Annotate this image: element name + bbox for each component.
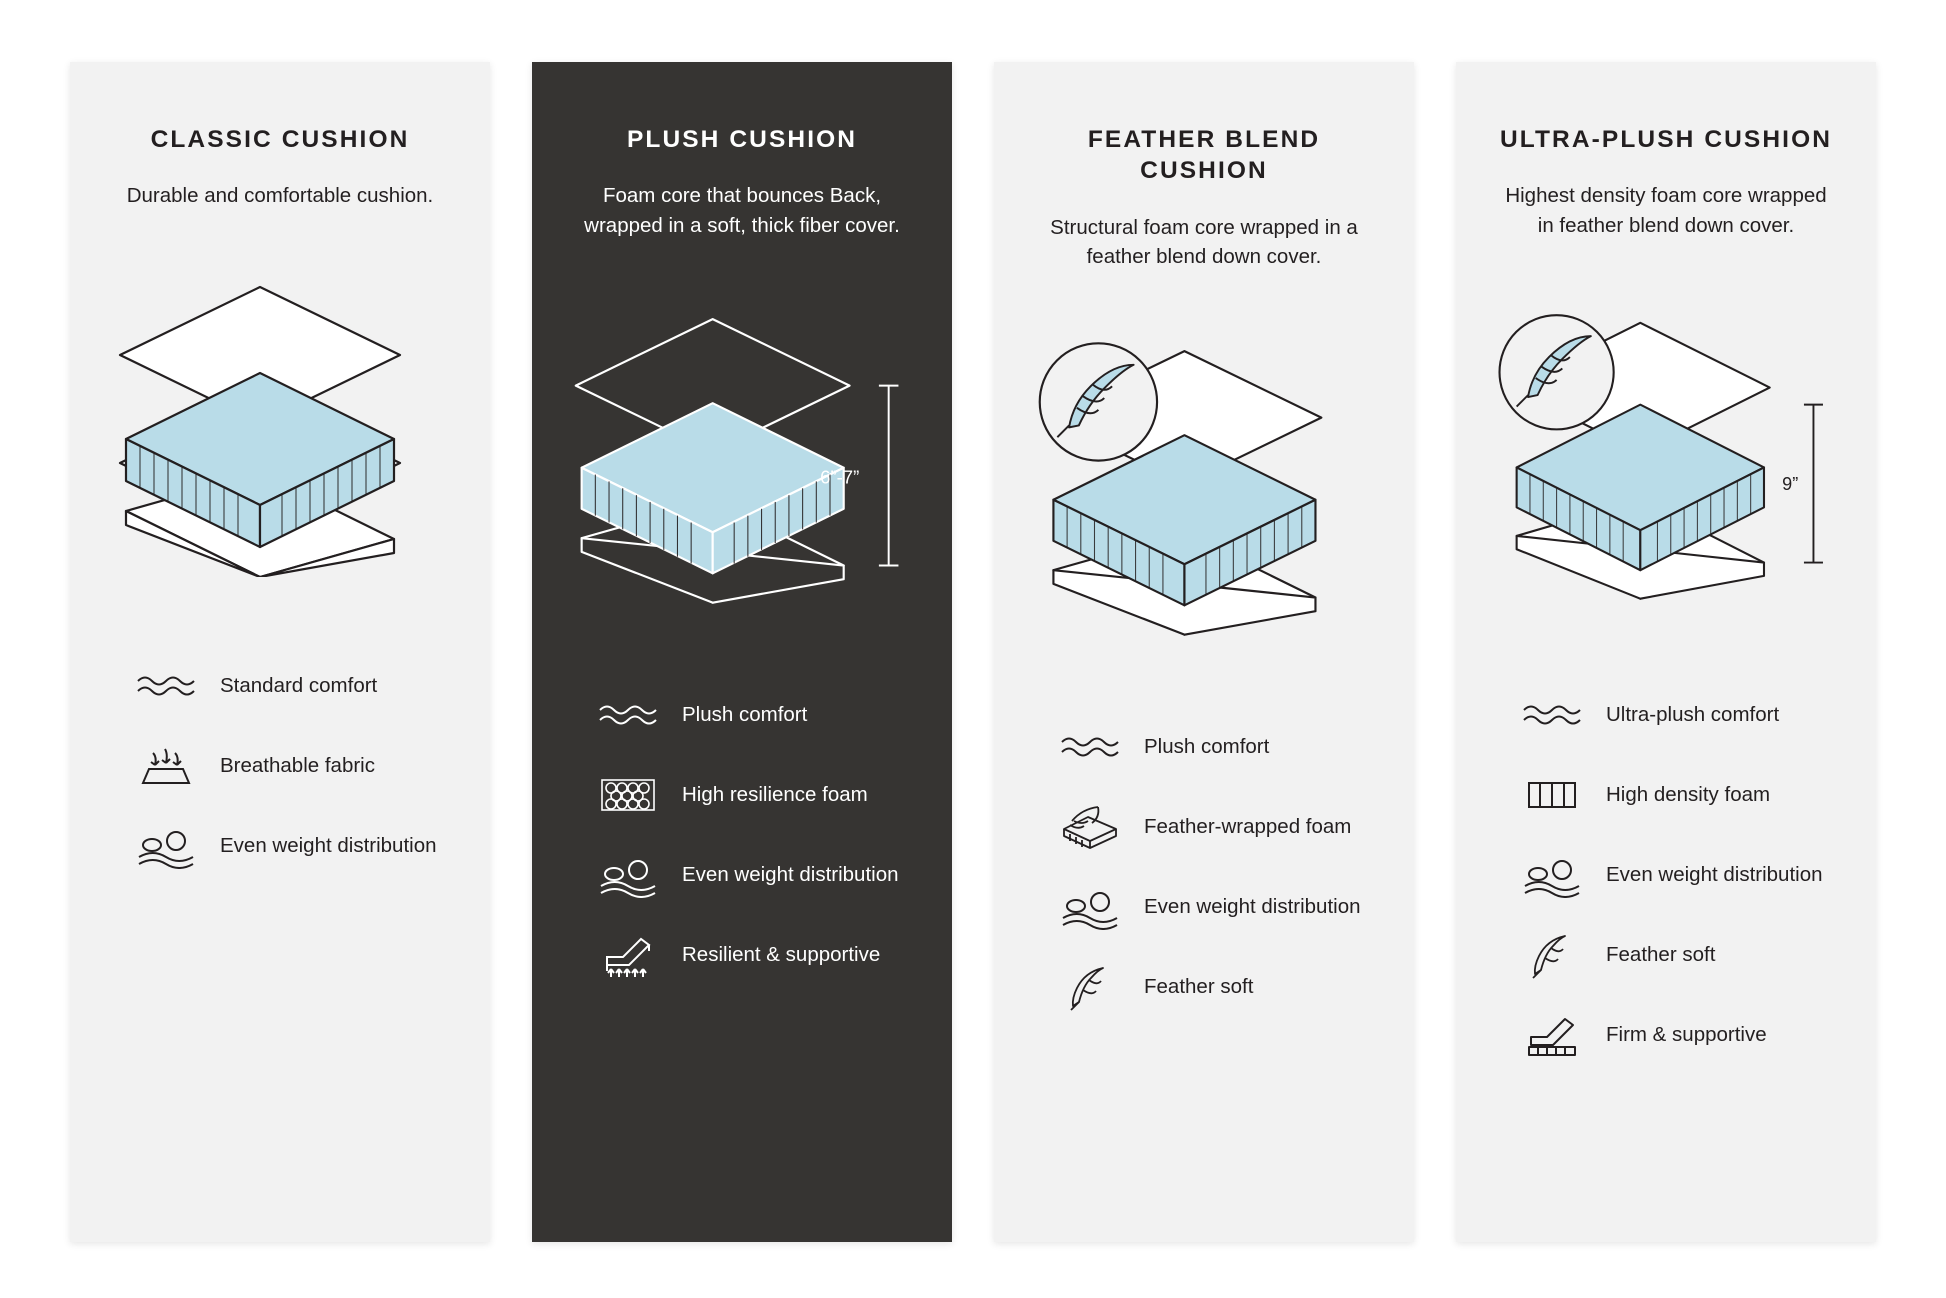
page-title: FEATHER BLEND CUSHION (1087, 126, 1321, 185)
list-item (132, 739, 456, 793)
feature-list (1028, 720, 1380, 1014)
card-ultra-plush-cushion (1456, 62, 1876, 1242)
dimension-label: 6”-7” (820, 466, 860, 488)
even-weight-icon (594, 848, 662, 902)
feature-label: Resilient & supportive (682, 943, 881, 967)
feather-badge-icon (1040, 343, 1157, 460)
list-item (1518, 688, 1842, 742)
cushion-diagram-classic (104, 247, 456, 607)
list-item (594, 848, 918, 902)
feature-label: Even weight distribution (682, 863, 899, 887)
feather-badge-icon (1500, 316, 1614, 430)
even-weight-icon (1056, 880, 1124, 934)
list-item (1056, 800, 1380, 854)
high-density-foam-icon (1518, 768, 1586, 822)
feature-label: Firm & supportive (1606, 1023, 1767, 1047)
wave-icon (594, 688, 662, 742)
even-weight-icon (132, 819, 200, 873)
card-description: Durable and comfortable cushion. (126, 184, 434, 208)
feature-label: High resilience foam (682, 783, 868, 807)
feature-label: Feather soft (1606, 943, 1716, 967)
feature-label: Breathable fabric (220, 753, 375, 777)
feature-label: Even weight distribution (1606, 863, 1823, 887)
feature-label: Even weight distribution (220, 833, 437, 857)
list-item (1056, 720, 1380, 774)
honeycomb-foam-icon (594, 768, 662, 822)
cushion-diagram-plush (566, 276, 918, 636)
list-item (1518, 928, 1842, 982)
exploded-cushion-illustration (110, 277, 450, 577)
feature-label: Feather-wrapped foam (1144, 814, 1352, 838)
page-title: CLASSIC CUSHION (150, 126, 410, 153)
wave-icon (132, 659, 200, 713)
dimension-label: 9” (1782, 474, 1799, 495)
feature-label: Plush comfort (682, 703, 808, 727)
wave-icon (1056, 720, 1124, 774)
supportive-seat-icon (594, 928, 662, 982)
exploded-cushion-illustration (1490, 306, 1842, 606)
supportive-seat-icon (1518, 1008, 1586, 1062)
wave-icon (1518, 688, 1586, 742)
cushion-diagram-feather-blend (1028, 308, 1380, 668)
card-classic-cushion (70, 62, 490, 1242)
feature-list (566, 688, 918, 982)
card-description: Foam core that bounces Back, wrapped in a soft, thick fiber cover. (584, 184, 900, 237)
feature-list (104, 659, 456, 873)
list-item (1518, 768, 1842, 822)
cushion-diagram-ultra-plush (1490, 276, 1842, 636)
feather-icon (1518, 928, 1586, 982)
list-item (132, 819, 456, 873)
list-item (132, 659, 456, 713)
page-title: PLUSH CUSHION (626, 126, 858, 153)
feature-list (1490, 688, 1842, 1062)
list-item (1056, 880, 1380, 934)
feature-label: Plush comfort (1144, 734, 1270, 758)
feature-label: Even weight distribution (1144, 894, 1361, 918)
list-item (594, 928, 918, 982)
feather-icon (1056, 960, 1124, 1014)
breathable-fabric-icon (132, 739, 200, 793)
feature-label: Standard comfort (220, 673, 378, 697)
even-weight-icon (1518, 848, 1586, 902)
list-item (1518, 848, 1842, 902)
card-description: Highest density foam core wrapped in feather blend down cover. (1505, 184, 1827, 237)
exploded-cushion-illustration (566, 306, 918, 606)
page-title: ULTRA-PLUSH CUSHION (1499, 126, 1833, 153)
feather-wrapped-foam-icon (1056, 800, 1124, 854)
list-item (1056, 960, 1380, 1014)
list-item (594, 768, 918, 822)
feature-label: Ultra-plush comfort (1606, 703, 1780, 727)
list-item (594, 688, 918, 742)
list-item (1518, 1008, 1842, 1062)
feature-label: High density foam (1606, 783, 1771, 807)
card-description: Structural foam core wrapped in a feather blend down cover. (1050, 215, 1358, 269)
feature-label: Feather soft (1144, 974, 1254, 998)
card-feather-blend-cushion (994, 62, 1414, 1242)
exploded-cushion-illustration (1028, 338, 1380, 638)
card-plush-cushion (532, 62, 952, 1242)
